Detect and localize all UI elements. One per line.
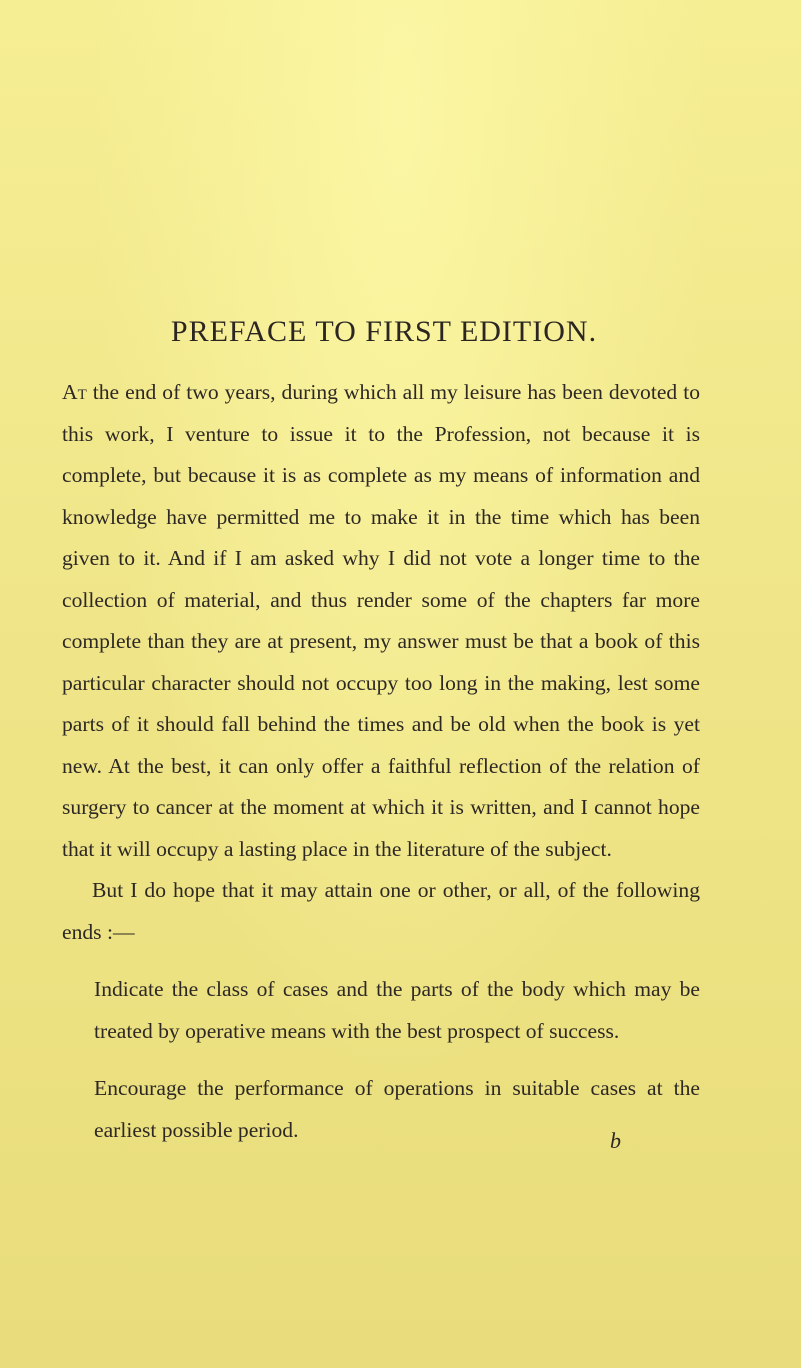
- goals-list: [62, 969, 700, 1151]
- goal-item-1: Indicate the class of cases and the parts of the body which may be treated by operative means with the best prospect of success.: [94, 977, 700, 1043]
- paragraph-2: But I do hope that it may attain one or other, or all, of the following ends :—: [62, 878, 700, 944]
- page-title: PREFACE TO FIRST EDITION.: [170, 315, 598, 348]
- preface-body: [62, 372, 700, 1151]
- paragraph-1-text: the end of two years, during which all my leisure has been devoted to this work, I venture to issue it to the Profession, not because it is complete, but because it is as complete as my means of information and knowledge have permitted me to make it in the time which has been given to it. And if I am asked why I did not vote a longer time to the collection of material, and thus render some of the chapters far more complete than they are at present, my answer must be that a book of this particular character should not occupy too long in the making, lest some parts of it should fall behind the times and be old when the book is yet new. At the best, it can only offer a faithful reflection of the relation of surgery to cancer at the moment at which it is written, and I cannot hope that it will occupy a lasting place in the literature of the subject.: [62, 380, 700, 861]
- goal-item-2: Encourage the performance of operations in suitable cases at the earliest possible period.: [94, 1076, 700, 1142]
- paragraph-1: [62, 372, 700, 870]
- paragraph-1-lead: At: [62, 380, 87, 404]
- signature-mark: b: [610, 1128, 621, 1153]
